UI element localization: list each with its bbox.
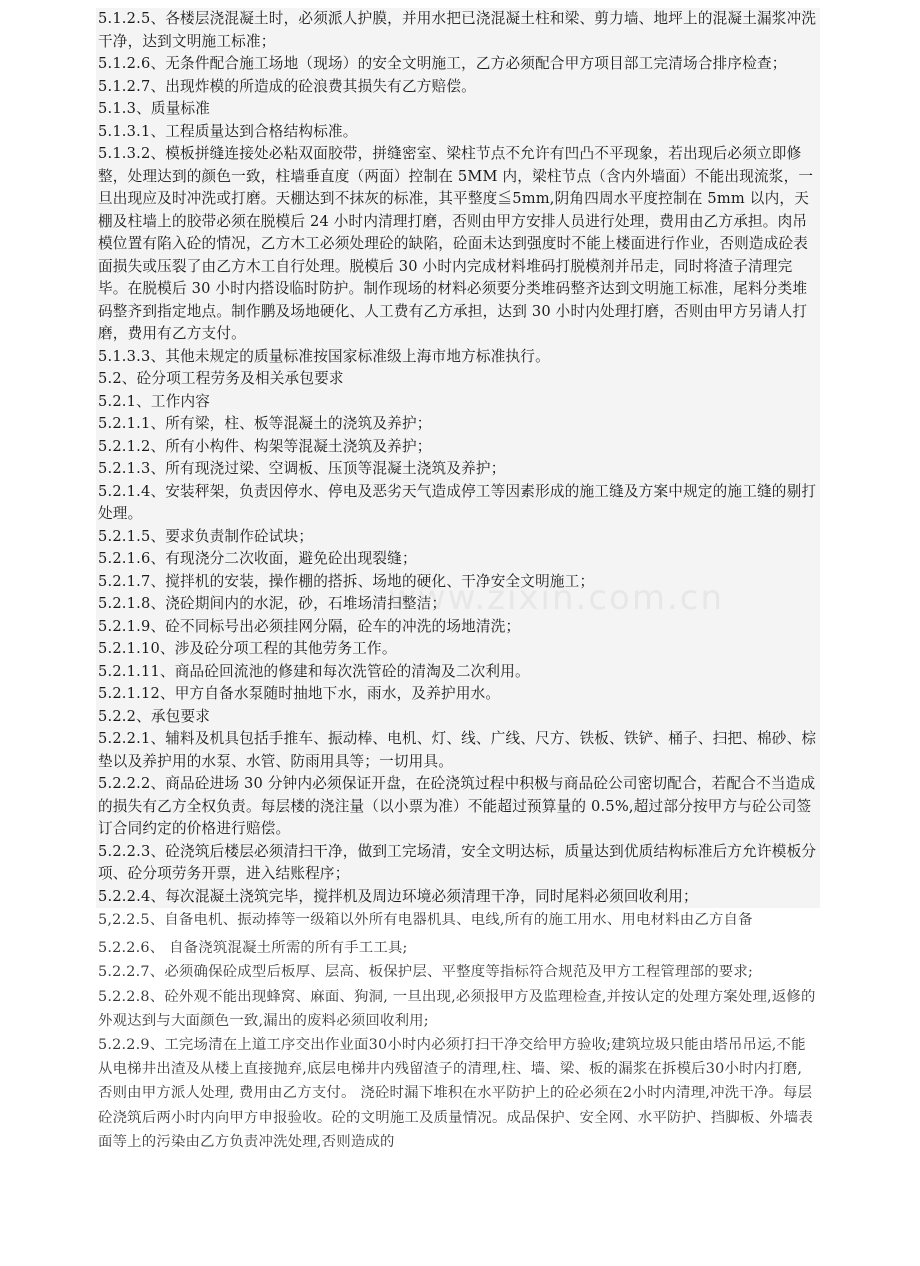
paragraph-5-2-1-4: 5.2.1.4、安装秤架，负责因停水、停电及恶劣天气造成停工等因素形成的施工缝及方案中规定的施工缝的剔打处理。 [96,481,820,526]
paragraph-5-2-2-9: 5.2.2.9、工完场清在上道工序交出作业面30小时内必须打扫干净交给甲方验收;建筑垃圾只能由塔吊吊运,不能从电梯井出渣及从楼上直接抛弃,底层电梯井内残留渣子的清理,柱、墙、梁、板的漏浆在拆模后30小时内打磨, 否则由甲方派人处理, 费用由乙方支付。 浇砼时漏下堆积在水平防护上的砼必须在2小时内清理,冲洗干净。每层砼浇筑后两小时内向甲方申报验收。砼的文明施工及质量情况。成品保护、安全网、水平防护、挡脚板、外墙表面等上的污染由乙方负责冲洗处理,否则造成的 [98,1037,813,1150]
paragraph-5-2-1-5: 5.2.1.5、要求负责制作砼试块； [96,526,820,549]
paragraph-5-2-2-4: 5.2.2.4、每次混凝土浇筑完毕，搅拌机及周边环境必须清理干净，同时尾料必须回收利用； [96,886,820,909]
paragraph-5-2-2-8: 5.2.2.8、砼外观不能出现蜂窝、麻面、狗洞, 一旦出现,必须报甲方及监理检查,并按认定的处理方案处理,返修的外观达到与大面颜色一致,漏出的废料必须回收利用; [98,988,816,1029]
paragraph-5-2-1-1: 5.2.1.1、所有梁，柱、板等混凝土的浇筑及养护； [96,413,820,436]
paragraph-5-1-2-5: 5.1.2.5、各楼层浇混凝土时，必须派人护膜，并用水把已浇混凝土柱和梁、剪力墙、地坪上的混凝土漏浆冲洗干净，达到文明施工标准； [96,8,820,53]
document-page [96,8,820,1154]
heading-5-2: 5.2、砼分项工程劳务及相关承包要求 [96,368,820,391]
paragraph-5-2-2-7: 5.2.2.7、必须确保砼成型后板厚、层高、板保护层、平整度等指标符合规范及甲方工程管理部的要求; [98,964,754,981]
paragraph-5-2-1-11: 5.2.1.11、商品砼回流池的修建和每次洗管砼的清淘及二次利用。 [96,661,820,684]
paragraph-5-2-2-1: 5.2.2.1、辅料及机具包括手推车、振动棒、电机、灯、线、广线、尺方、铁板、铁铲、桶子、扫把、棉砂、棕垫以及养护用的水泵、水管、防雨用具等；一切用具。 [96,728,820,773]
paragraph-5-1-2-6: 5.1.2.6、无条件配合施工场地（现场）的安全文明施工，乙方必须配合甲方项目部工完清场合排序检查； [96,53,820,76]
paragraph-5-2-1-12: 5.2.1.12、甲方自备水泵随时抽地下水，雨水，及养护用水。 [96,683,820,706]
paragraph-5-2-2-6: 5.2.2.6、 自备浇筑混凝土所需的所有手工工具; [98,940,408,957]
paragraph-5-1-3-1: 5.1.3.1、工程质量达到合格结构标准。 [96,121,820,144]
paragraph-5-2-1-3: 5.2.1.3、所有现浇过梁、空调板、压顶等混凝土浇筑及养护； [96,458,820,481]
paragraph-5-1-3-3: 5.1.3.3、其他未规定的质量标准按国家标准级上海市地方标准执行。 [96,346,820,369]
heading-5-1-3: 5.1.3、质量标准 [96,98,820,121]
paragraph-5-2-2-2: 5.2.2.2、商品砼进场 30 分钟内必须保证开盘，在砼浇筑过程中积极与商品砼公司密切配合，若配合不当造成的损失有乙方全权负责。每层楼的浇注量（以小票为准）不能超过预算量的 0.5%,超过部分按甲方与砼公司签订合同约定的价格进行赔偿。 [96,773,820,841]
paragraph-5-2-2-3: 5.2.2.3、砼浇筑后楼层必须清扫干净，做到工完场清，安全文明达标，质量达到优质结构标准后方允许模板分项、砼分项劳务开票，进入结账程序； [96,841,820,886]
heading-5-2-2: 5.2.2、承包要求 [96,706,820,729]
paragraph-5-1-2-7: 5.1.2.7、出现炸模的所造成的砼浪费其损失有乙方赔偿。 [96,76,820,99]
paragraph-5-2-1-9: 5.2.1.9、砼不同标号出必须挂网分隔，砼车的冲洗的场地清洗； [96,616,820,639]
paragraph-5-2-1-6: 5.2.1.6、有现浇分二次收面，避免砼出现裂缝； [96,548,820,571]
paragraph-5-2-1-10: 5.2.1.10、涉及砼分项工程的其他劳务工作。 [96,638,820,661]
paragraph-5-2-1-7: 5.2.1.7、搅拌机的安装，操作棚的搭拆、场地的硬化、干净安全文明施工； [96,571,820,594]
paragraph-5-2-1-8: 5.2.1.8、浇砼期间内的水泥，砂，石堆场清扫整洁； [96,593,820,616]
heading-5-2-1: 5.2.1、工作内容 [96,391,820,414]
paragraph-5-2-1-2: 5.2.1.2、所有小构件、构架等混凝土浇筑及养护； [96,436,820,459]
paragraph-5-1-3-2: 5.1.3.2、模板拼缝连接处必粘双面胶带，拼缝密室、梁柱节点不允许有凹凸不平现象，若出现后必须立即修整，处理达到的颜色一致，柱墙垂直度（两面）控制在 5MM 内，梁柱节点（含内外墙面）不能出现流浆，一旦出现应及时冲洗或打磨。天棚达到不抹灰的标准，其平整度≦5mm,阴角四周水平度控制在 5mm 以内，天棚及柱墙上的胶带必须在脱模后 24 小时内清理打磨，否则由甲方安排人员进行处理，费用由乙方承担。肉吊模位置有陷入砼的情况，乙方木工必须处理砼的缺陷，砼面未达到强度时不能上楼面进行作业，否则造成砼表面损失或压裂了由乙方木工自行处理。脱模后 30 小时内完成材料堆码打脱模剂并吊走，同时将渣子清理完毕。在脱模后 30 小时内搭设临时防护。制作现场的材料必须要分类堆码整齐达到文明施工标准，尾料分类堆码整齐到指定地点。制作鹏及场地硬化、人工费有乙方承担，达到 30 小时内处理打磨，否则由甲方另请人打磨，费用有乙方支付。 [96,143,820,346]
paragraph-5-2-2-5: 5,2.2.5、自备电机、振动捧等一级箱以外所有电器机具、电线,所有的施工用水、用电材料由乙方自备 [98,912,753,928]
